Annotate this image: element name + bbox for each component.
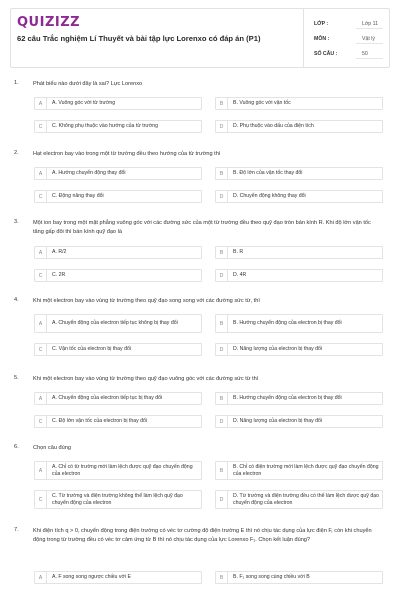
question-number: 3. [14,219,19,225]
option-d[interactable] [215,269,383,282]
option-text: C. Từ trường và điện trường không thể làm lệch quỹ đạo chuyển động của electron [52,492,183,506]
option-letter: C [35,416,47,427]
option-letter: C [35,191,47,202]
document-title: 62 câu Trắc nghiệm Lí Thuyết và bài tập lực Lorenxo có đáp án (P1) [17,34,261,43]
option-a[interactable] [34,314,202,333]
option-text: B. F₁ song song cùng chiều với B [233,574,310,581]
meta-label: MÔN : [314,36,330,42]
option-letter: D [216,344,228,355]
option-a[interactable] [34,461,202,480]
option-d[interactable] [215,343,383,356]
option-text: D. Năng lượng của electron bị thay đổi [233,418,323,425]
option-letter: A [35,462,47,479]
option-letter: A [35,393,47,404]
meta-subject [304,30,391,46]
option-letter: A [35,168,47,179]
option-b[interactable] [215,571,383,584]
option-text: D. Phụ thuộc vào dấu của điện tích [233,123,314,130]
question-text: Hạt electron bay vào trong một từ trường đều theo hướng của từ trường thì [33,151,221,157]
option-text: B. Vuông góc với vận tốc [233,100,291,107]
meta-question-count [304,45,391,61]
option-letter: D [216,191,228,202]
option-text: A. Chỉ có từ trường mới làm lệch được quỹ đạo chuyển động của electron [52,463,193,477]
question-number: 7. [14,527,19,533]
question-number: 6. [14,444,19,450]
option-letter: B [216,572,228,583]
option-letter: D [216,416,228,427]
option-letter: B [216,247,228,258]
meta-underline [356,28,383,29]
option-b[interactable] [215,392,383,405]
option-b[interactable] [215,167,383,180]
meta-underline [356,43,383,44]
option-d[interactable] [215,120,383,133]
option-text: C. Động năng thay đổi [52,193,104,200]
question-number: 4. [14,297,19,303]
question-text: Chọn câu đúng [33,445,71,451]
document-header [10,8,390,68]
option-c[interactable] [34,343,202,356]
option-text: A. Chuyển động của electron tiếp tục bị thay đổi [52,395,163,402]
option-letter: C [35,270,47,281]
option-text: D. Chuyển động không thay đổi [233,193,306,200]
option-letter: A [35,572,47,583]
option-letter: B [216,393,228,404]
quizizz-logo: QUIZIZZ [17,15,81,30]
option-letter: C [35,121,47,132]
option-c[interactable] [34,190,202,203]
option-text: B. Độ lớn của vận tốc thay đổi [233,170,303,177]
option-c[interactable] [34,269,202,282]
option-letter: B [216,168,228,179]
option-text: C. Vận tốc của electron bị thay đổi [52,346,132,353]
question-text: Khi một electron bay vào vùng từ trường theo quỹ đạo song song với các đường sức từ, thì [33,298,260,304]
option-a[interactable] [34,167,202,180]
option-letter: D [216,270,228,281]
option-text: A. Vuông góc với từ trường [52,100,116,107]
option-text: A. Hướng chuyển động thay đổi [52,170,126,177]
option-text: C. Không phụ thuộc vào hướng của từ trường [52,123,159,130]
option-a[interactable] [34,97,202,110]
option-a[interactable] [34,571,202,584]
option-letter: C [35,491,47,508]
option-text: C. Độ lớn vận tốc của electron bị thay đổi [52,418,148,425]
option-c[interactable] [34,415,202,428]
question-text: Khi điện tích q > 0, chuyển động trong điện trường có véc tơ cường độ điện trường E thì nó chịu tác dụng của lực điện F, còn khi chuyển động trong từ trường đều có véc tơ cảm ứng từ B thì nó chịu tác dụng của lực Lorenxo F₁. Chọn kết luận đúng? [33,528,372,543]
option-c[interactable] [34,490,202,509]
option-letter: C [35,344,47,355]
option-c[interactable] [34,120,202,133]
option-letter: D [216,121,228,132]
question-text: Khi một electron bay vào vùng từ trường theo quỹ đạo vuông góc với các đường sức từ thì [33,376,259,382]
option-a[interactable] [34,392,202,405]
option-text: C. 2R [52,272,66,279]
meta-value: Vật lý [362,36,375,42]
meta-panel [303,9,390,67]
option-b[interactable] [215,246,383,259]
option-letter: D [216,491,228,508]
meta-value: 50 [362,51,368,57]
option-text: B. Chỉ có điện trường mới làm lệch được quỹ đạo chuyển động của electron [233,463,379,477]
option-d[interactable] [215,190,383,203]
option-text: D. Từ trường và điện trường đều có thể làm lệch được quỹ đạo chuyển động của electron [233,492,379,506]
option-b[interactable] [215,461,383,480]
meta-label: LỚP : [314,21,329,27]
option-letter: B [216,98,228,109]
option-text: A. F song song ngược chiều với E [52,574,131,581]
option-text: B. Hướng chuyển động của electron bị thay đổi [233,320,342,327]
question-number: 1. [14,80,19,86]
option-text: D. Năng lượng của electron bị thay đổi [233,346,323,353]
option-text: A. R/2 [52,249,67,256]
question-number: 2. [14,150,19,156]
option-a[interactable] [34,246,202,259]
option-b[interactable] [215,97,383,110]
option-letter: A [35,247,47,258]
question-text: Phát biểu nào dưới đây là sai? Lực Lorenxo [33,81,143,87]
question-number: 5. [14,375,19,381]
option-letter: B [216,315,228,332]
meta-value: Lớp 11 [362,21,378,27]
meta-class [304,15,391,31]
option-b[interactable] [215,314,383,333]
meta-underline [356,58,383,59]
meta-label: SỐ CÂU : [314,51,338,57]
option-text: A. Chuyển động của electron tiếp tục không bị thay đổi [52,320,178,327]
option-text: D. 4R [233,272,247,279]
option-text: B. R [233,249,244,256]
option-d[interactable] [215,415,383,428]
question-text: Một ion bay trong một mặt phẳng vuông góc với các đường sức của một từ trường đều theo quỹ đạo tròn bán kính R. Khi độ lớn vận tốc tăng gấp đôi thì bán kính quỹ đạo là [33,220,371,235]
option-letter: B [216,462,228,479]
option-d[interactable] [215,490,383,509]
option-text: B. Hướng chuyển động của electron bị thay đổi [233,395,342,402]
option-letter: A [35,315,47,332]
option-letter: A [35,98,47,109]
